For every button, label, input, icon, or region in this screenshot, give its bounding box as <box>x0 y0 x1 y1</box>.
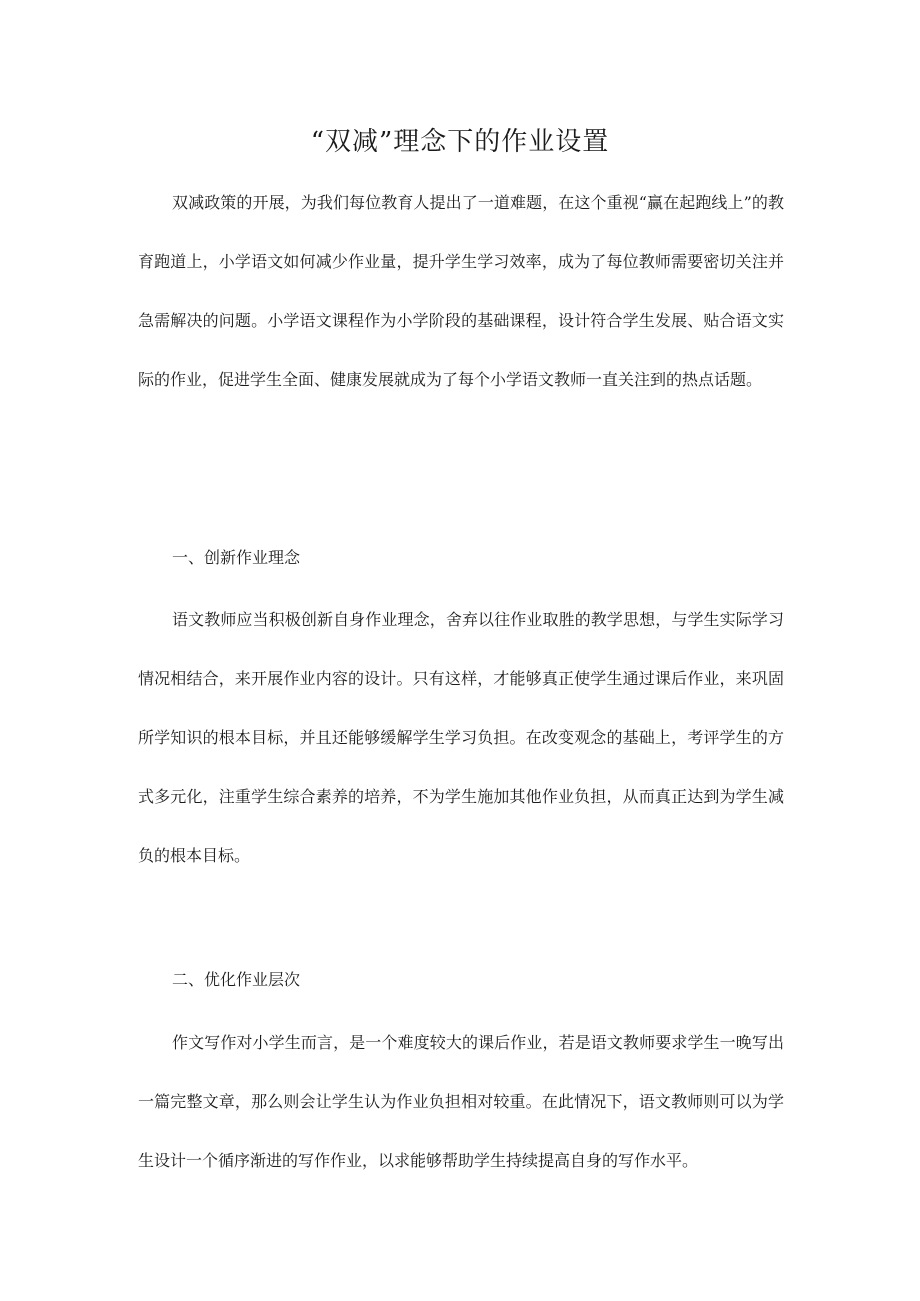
section-body-1: 语文教师应当积极创新自身作业理念，舍弃以往作业取胜的教学思想，与学生实际学习情况相结合，来开展作业内容的设计。只有这样，才能够真正使学生通过课后作业，来巩固所学知识的根本目标，并且还能够缓解学生学习负担。在改变观念的基础上，考评学生的方式多元化，注重学生综合素养的培养，不为学生施加其他作业负担，从而真正达到为学生减负的根本目标。 <box>138 610 784 865</box>
section-heading-2: 二、优化作业层次 <box>172 970 301 989</box>
section-body-2: 作文写作对小学生而言，是一个难度较大的课后作业，若是语文教师要求学生一晚写出一篇完整文章，那么则会让学生认为作业负担相对较重。在此情况下，语文教师则可以为学生设计一个循序渐进的写作作业，以求能够帮助学生持续提高自身的写作水平。 <box>138 1033 784 1170</box>
document-title: “双减”理念下的作业设置 <box>310 127 610 157</box>
section-heading-1: 一、创新作业理念 <box>172 548 301 567</box>
intro-paragraph: 双减政策的开展，为我们每位教育人提出了一道难题，在这个重视“赢在起跑线上”的教育跑道上，小学语文如何减少作业量，提升学生学习效率，成为了每位教师需要密切关注并急需解决的问题。小学语文课程作为小学阶段的基础课程，设计符合学生发展、贴合语文实际的作业，促进学生全面、健康发展就成为了每个小学语文教师一直关注到的热点话题。 <box>138 193 784 389</box>
